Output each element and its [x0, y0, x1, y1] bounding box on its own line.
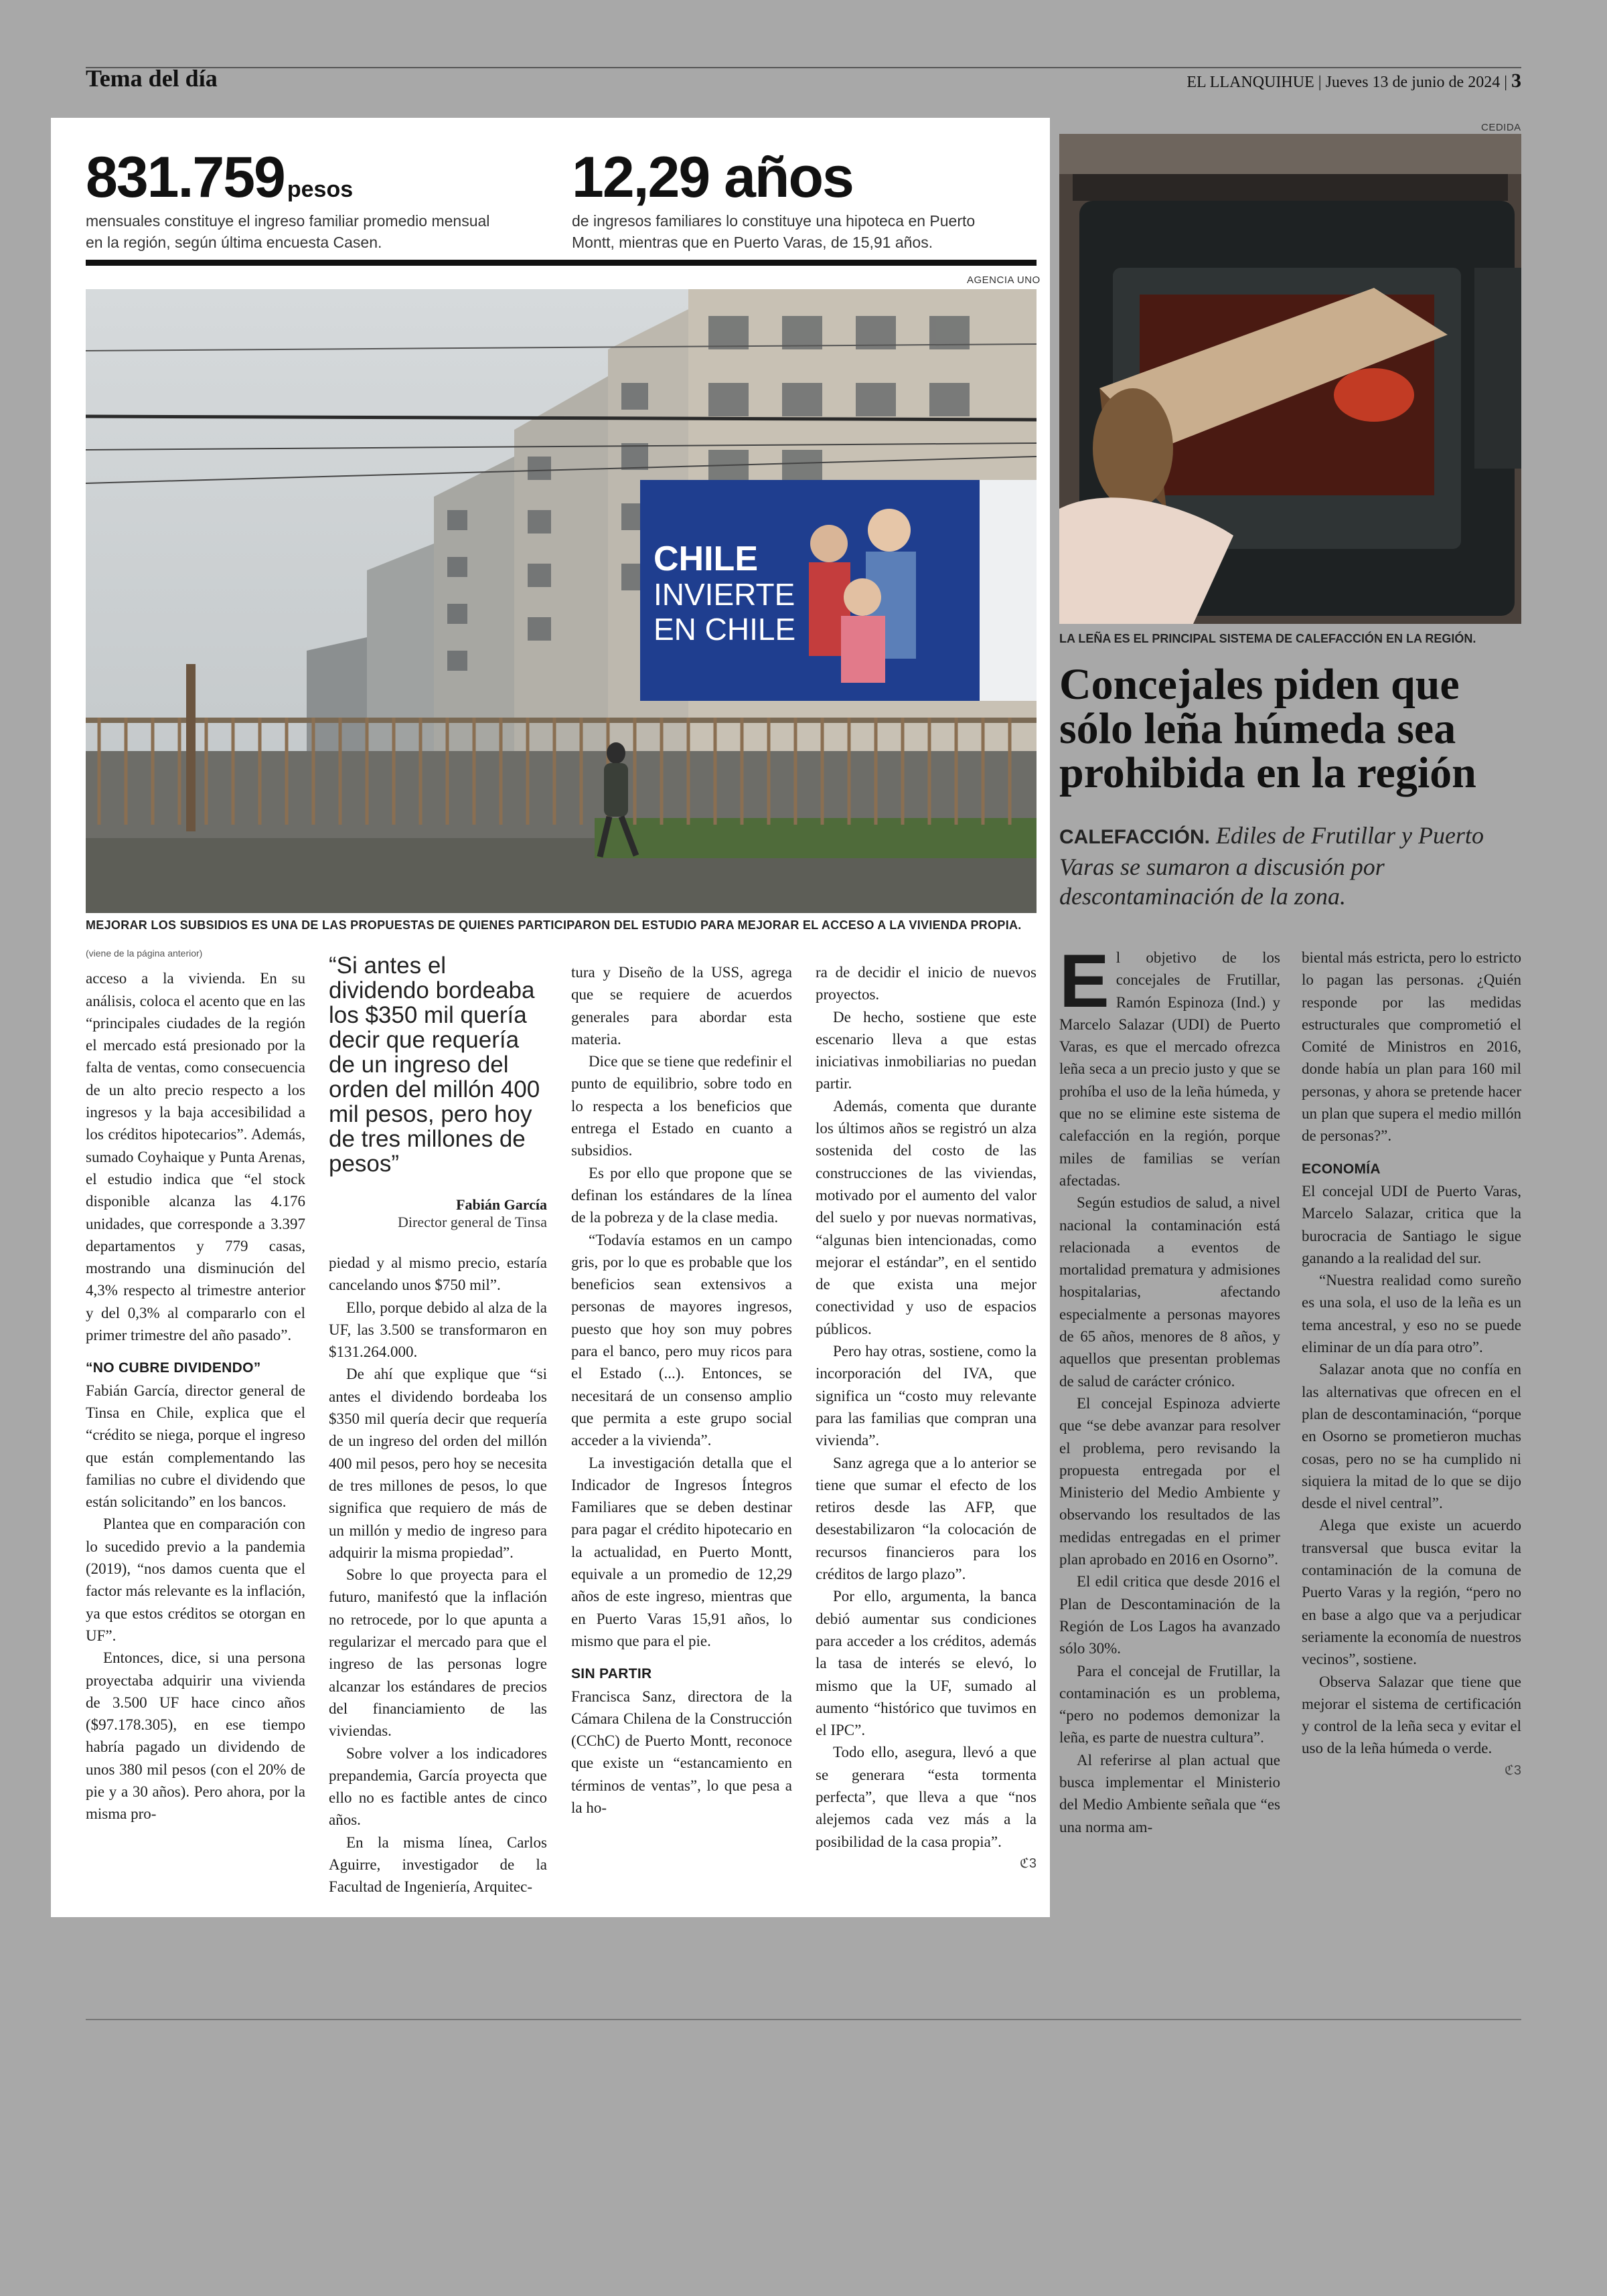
paragraph: ra de decidir el inicio de nuevos proyectos. — [816, 964, 1037, 1003]
side-col-2 — [1302, 947, 1521, 1782]
subhead: ECONOMÍA — [1302, 1161, 1381, 1177]
fact-unit: pesos — [287, 177, 354, 202]
continued-note: (viene de la página anterior) — [86, 948, 203, 959]
paragraph: Pero hay otras, sostiene, como la incorporación del IVA, que significa un “costo muy relevante para las familias que compran una vivienda”. — [816, 1343, 1037, 1449]
paragraph: Según estudios de salud, a nivel nacional la contaminación está relacionada a eventos de mortalidad prematura y admisiones hospitalarias, afectando especialmente a personas mayores de 65 años, menores de 8 años, y aquellos que presentan problemas de salud de carácter crónico. — [1059, 1194, 1280, 1390]
fact-number: 831.759 — [86, 145, 285, 210]
pull-quote — [329, 953, 547, 1231]
side-photo — [1059, 134, 1521, 624]
header-rule — [86, 67, 1521, 68]
side-headline: Concejales piden que sólo leña húmeda sea prohibida en la región — [1059, 660, 1476, 797]
paragraph: Sobre lo que proyecta para el futuro, manifestó que la inflación no retrocede, por lo que apunta a regularizar el mercado para que el ingreso de las personas logre alcanzar los estándares de precios del financiamiento de las viviendas. — [329, 1566, 547, 1740]
end-mark: ℭ3 — [1504, 1762, 1521, 1778]
article-col-4 — [816, 961, 1037, 1875]
article-col-3 — [571, 961, 792, 1819]
quote-role: Director general de Tinsa — [398, 1214, 547, 1230]
fact-number: 12,29 años — [572, 145, 853, 210]
page-number: 3 — [1511, 70, 1521, 92]
paragraph: biental más estricta, pero lo estricto lo pagan las personas. ¿Quién responde por las medidas estructurales que comprometió el Comité de Ministros en 2016, donde había un plan para 160 mil personas, y ahora se pretende hacer un plan que supera el medio millón de personas?”. — [1302, 949, 1521, 1145]
paragraph: De hecho, sostiene que este escenario lleva a que estas iniciativas inmobiliarias no puedan partir. — [816, 1008, 1037, 1092]
paragraph: Entonces, dice, si una persona proyectaba adquirir una vivienda de 3.500 UF hace cinco años ($97.178.305), en ese tiempo habría pagado un dividendo de unos 380 mil pesos (con el 20% de pie y a 30 años). Pero ahora, por la misma pro- — [86, 1649, 305, 1823]
end-mark: ℭ3 — [1019, 1856, 1037, 1871]
main-photo-caption: MEJORAR LOS SUBSIDIOS ES UNA DE LAS PROPUESTAS DE QUIENES PARTICIPARON DEL ESTUDIO PARA MEJORAR EL ACCESO A LA VIVIENDA PROPIA. — [86, 918, 1022, 932]
side-deck-text: Ediles de Frutillar y Puerto Varas se sumaron a discusión por descontaminación de la zona. — [1059, 822, 1484, 910]
paragraph: Ello, porque debido al alza de la UF, las 3.500 se transformaron en $131.264.000. — [329, 1299, 547, 1361]
side-col-1 — [1059, 939, 1280, 1838]
paragraph: piedad y al mismo precio, estaría cancelando unos $750 mil”. — [329, 1254, 547, 1294]
article-col-1 — [86, 942, 305, 1825]
paragraph: acceso a la vivienda. En su análisis, coloca el acento que en las “principales ciudades de la región el mercado está presionado por la falta de ventas, como consecuencia de un alto precio respecto a los ingresos y la baja accesibilidad a los créditos hipotecarios”. Además, sumado Coyhaique y Punta Arenas, el estudio indica que “el stock disponible alcanza las 4.176 unidades, que corresponde a 3.397 departamentos y 779 casas, mostrando una disminución del 4,3% respecto al trimestre anterior y del 0,3% al compararlo con el primer trimestre del año pasado”. — [86, 970, 305, 1344]
fact-income — [86, 145, 490, 253]
fact-rule — [86, 260, 1037, 266]
side-photo-caption: LA LEÑA ES EL PRINCIPAL SISTEMA DE CALEFACCIÓN EN LA REGIÓN. — [1059, 632, 1476, 645]
billboard-line2: INVIERTE — [654, 577, 795, 612]
quote-author: Fabián García — [456, 1196, 547, 1213]
folio: EL LLANQUIHUE | Jueves 13 de junio de 2024 | 3 — [1187, 70, 1521, 92]
firewood-photo — [1059, 134, 1521, 624]
paragraph: l objetivo de los concejales de Frutillar, Ramón Espinoza (Ind.) y Marcelo Salazar (UDI) de Puerto Varas, es que el mercado ofrezca leña seca a un precio justo y que se prohíba el uso de la leña húmeda, y que no se elimine este sistema de calefacción en la región, porque miles de familias se verían afectadas. — [1059, 949, 1280, 1189]
paragraph: En la misma línea, Carlos Aguirre, investigador de la Facultad de Ingeniería, Arquitec- — [329, 1833, 547, 1896]
paragraph: tura y Diseño de la USS, agrega que se requiere de acuerdos generales para abordar esta materia. — [571, 964, 792, 1048]
paragraph: Para el concejal de Frutillar, la contaminación es un problema, “pero no podemos demonizar la leña, es parte de nuestra cultura”. — [1059, 1662, 1280, 1746]
paragraph: La investigación detalla que el Indicador de Ingresos Íntegros Familiares que se deben destinar para pagar el crédito hipotecario en la actualidad, en Puerto Montt, equivale a un promedio de 12,29 años de este ingreso, mientras que en Puerto Varas 15,91 años, lo mismo que para el pie. — [571, 1454, 792, 1649]
paragraph: Todo ello, asegura, llevó a que se generara “esta tormenta perfecta”, que lleva a que “nos alejemos cada vez más a la posibilidad de la casa propia”. — [816, 1744, 1037, 1850]
side-deck — [1059, 821, 1521, 911]
footer-rule — [86, 2019, 1521, 2020]
side-photo-credit: CEDIDA — [1481, 122, 1521, 133]
paragraph: Además, comenta que durante los últimos años se registró un alza sostenida del costo de las construcciones de las viviendas, motivado por el aumento del valor del suelo y por nuevas normativas, “algunas bien intencionadas, como mejorar el estándar”, en el sentido de que exista una mejor conectividad y uso de espacios públicos. — [816, 1097, 1037, 1337]
paragraph: Al referirse al plan actual que busca implementar el Ministerio del Medio Ambiente señala que “es una norma am- — [1059, 1751, 1280, 1835]
fact-desc-line2: en la región, según última encuesta Casen. — [86, 234, 382, 251]
paragraph: Por ello, argumenta, la banca debió aumentar sus condiciones para acceder a los créditos, además la tasa de interés se elevó, lo mismo que la UF, sumado al aumento “histórico que tuvimos en el IPC”. — [816, 1588, 1037, 1739]
paper-name: EL LLANQUIHUE — [1187, 74, 1314, 91]
subhead: “NO CUBRE DIVIDENDO” — [86, 1360, 261, 1376]
paragraph: El concejal UDI de Puerto Varas, Marcelo Salazar, critica que la burocracia de Santiago le sigue ganando a la realidad del sur. — [1302, 1182, 1521, 1266]
fact-desc-line1: mensuales constituye el ingreso familiar promedio mensual — [86, 212, 490, 230]
photo-credit: AGENCIA UNO — [967, 274, 1041, 286]
paragraph: Es por ello que propone que se definan los estándares de la línea de la pobreza y de la clase media. — [571, 1164, 792, 1226]
dropcap: E — [1059, 939, 1109, 1023]
fact-desc-line2: Montt, mientras que en Puerto Varas, de 15,91 años. — [572, 234, 933, 251]
billboard-line1: CHILE — [654, 540, 758, 578]
paragraph: El concejal Espinoza advierte que “se debe avanzar para resolver el problema, pero revisando la propuesta entregada por el Ministerio del Medio Ambiente y observando los resultados de las medidas entregadas en el primer plan aprobado en 2016 en Osorno”. — [1059, 1394, 1280, 1568]
quote-text: “Si antes el dividendo bordeaba los $350 mil quería decir que requería de un ingreso del orden del millón 400 mil pesos, pero hoy de tres millones de pesos” — [329, 953, 540, 1177]
fact-desc-line1: de ingresos familiares lo constituye una hipoteca en Puerto — [572, 212, 976, 230]
billboard-line3: EN CHILE — [654, 612, 796, 647]
section-name: Tema del día — [86, 65, 218, 92]
date: Jueves 13 de junio de 2024 — [1325, 74, 1501, 91]
article-col-2 — [329, 1252, 547, 1898]
paragraph: Dice que se tiene que redefinir el punto de equilibrio, sobre todo en lo respecta a los beneficios que entrega el Estado en cuanto a subsidios. — [571, 1053, 792, 1159]
paragraph: “Todavía estamos en un campo gris, por lo que es probable que los beneficios sean extensivos a personas de mayores ingresos, puesto que hoy son muy pobres para el banco, pero muy ricos para el Estado (...). Entonces, se necesitará de un consenso amplio que permita a este grupo social acceder a la vivienda”. — [571, 1231, 792, 1449]
paragraph: Observa Salazar que tiene que mejorar el sistema de certificación y control de la leña seca y evitar el uso de la leña húmeda o verde. — [1302, 1673, 1521, 1757]
paragraph: Sobre volver a los indicadores prepandemia, García proyecta que ello no es factible antes de cinco años. — [329, 1744, 547, 1829]
paragraph: Salazar anota que no confía en las alternativas que ofrecen en el plan de descontaminación, “porque en Osorno se prometieron muchas cosas, pero no se ha cumplido ni siquiera la mitad de lo que se dijo desde el nivel central”. — [1302, 1361, 1521, 1512]
paragraph: “Nuestra realidad como sureño es una sola, el uso de la leña es un tema ancestral, y eso no se puede eliminar de un día para otro”. — [1302, 1272, 1521, 1356]
main-photo — [86, 289, 1037, 913]
paragraph: Alega que existe un acuerdo transversal que busca evitar la contaminación de la comuna de Puerto Varas y la región, “pero no en base a algo que va a perjudicar seriamente la economía de nuestros vecinos”, sostiene. — [1302, 1517, 1521, 1668]
paragraph: El edil critica que desde 2016 el Plan de Descontaminación de la Región de Los Lagos ha avanzado sólo 30%. — [1059, 1573, 1280, 1657]
paragraph: Fabián García, director general de Tinsa en Chile, explica que el “crédito se niega, porque el ingreso que están complementando las familias no cubre el dividendo que están solicitando” en los bancos. — [86, 1382, 305, 1511]
paragraph: De ahí que explique que “si antes el dividendo bordeaba los $350 mil quería decir que requería de un ingreso del orden del millón 400 mil pesos, pero hoy se necesita de tres millones de pesos, lo que significa que requiero de más de un millón y medio de ingreso para adquirir la misma propiedad”. — [329, 1366, 547, 1561]
apartments-photo — [86, 289, 1037, 913]
side-kicker: CALEFACCIÓN. — [1059, 826, 1210, 848]
paragraph: Francisca Sanz, directora de la Cámara Chilena de la Construcción (CChC) de Puerto Montt, reconoce que existe un “estancamiento en términos de ventas”, lo que pesa a la ho- — [571, 1688, 792, 1816]
paragraph: Sanz agrega que a lo anterior se tiene que sumar el efecto de los retiros desde las AFP, que desestabilizaron “la colocación de recursos financieros para los créditos de largo plazo”. — [816, 1454, 1037, 1583]
paragraph: Plantea que en comparación con lo sucedido previo a la pandemia (2019), “nos damos cuenta que el factor más relevante es la inflación, ya que estos créditos se otorgan en UF”. — [86, 1515, 305, 1644]
subhead: SIN PARTIR — [571, 1666, 652, 1682]
fact-mortgage — [572, 145, 976, 253]
